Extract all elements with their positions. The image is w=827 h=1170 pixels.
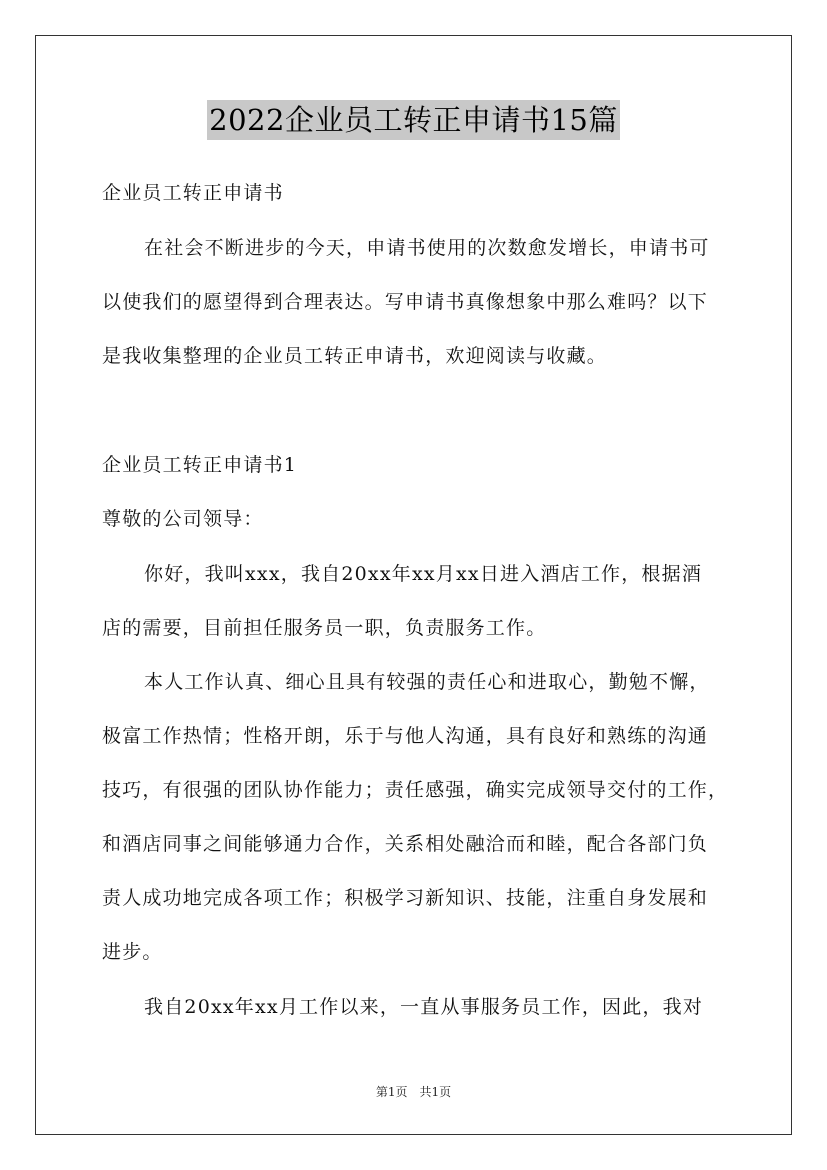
body-paragraph-2-line-5: 责人成功地完成各项工作；积极学习新知识、技能，注重自身发展和 (102, 887, 709, 909)
body-paragraph-2-line-6: 进步。 (102, 941, 163, 963)
intro-paragraph-line-1: 在社会不断进步的今天，申请书使用的次数愈发增长，申请书可 (144, 237, 710, 259)
body-paragraph-2-line-3: 技巧，有很强的团队协作能力；责任感强，确实完成领导交付的工作， (102, 779, 729, 801)
title-container (0, 100, 827, 140)
section-heading-intro: 企业员工转正申请书 (102, 182, 284, 204)
intro-paragraph-line-2: 以使我们的愿望得到合理表达。写申请书真像想象中那么难吗？以下 (102, 291, 709, 313)
body-paragraph-2-line-2: 极富工作热情；性格开朗，乐于与他人沟通，具有良好和熟练的沟通 (102, 725, 709, 747)
body-paragraph-2-line-4: 和酒店同事之间能够通力合作，关系相处融洽而和睦，配合各部门负 (102, 833, 709, 855)
body-paragraph-1-line-1: 你好，我叫xxx，我自20xx年xx月xx日进入酒店工作，根据酒 (144, 563, 703, 585)
section-heading-1: 企业员工转正申请书1 (102, 454, 298, 476)
salutation: 尊敬的公司领导： (102, 508, 264, 530)
body-paragraph-3-line-1: 我自20xx年xx月工作以来，一直从事服务员工作，因此，我对 (144, 996, 704, 1018)
intro-paragraph-line-3: 是我收集整理的企业员工转正申请书，欢迎阅读与收藏。 (102, 345, 608, 367)
body-paragraph-1-line-2: 店的需要，目前担任服务员一职，负责服务工作。 (102, 617, 547, 639)
document-title: 2022企业员工转正申请书15篇 (207, 100, 620, 140)
page-number-footer: 第1页 共1页 (375, 1085, 452, 1099)
body-paragraph-2-line-1: 本人工作认真、细心且具有较强的责任心和进取心，勤勉不懈， (144, 671, 710, 693)
